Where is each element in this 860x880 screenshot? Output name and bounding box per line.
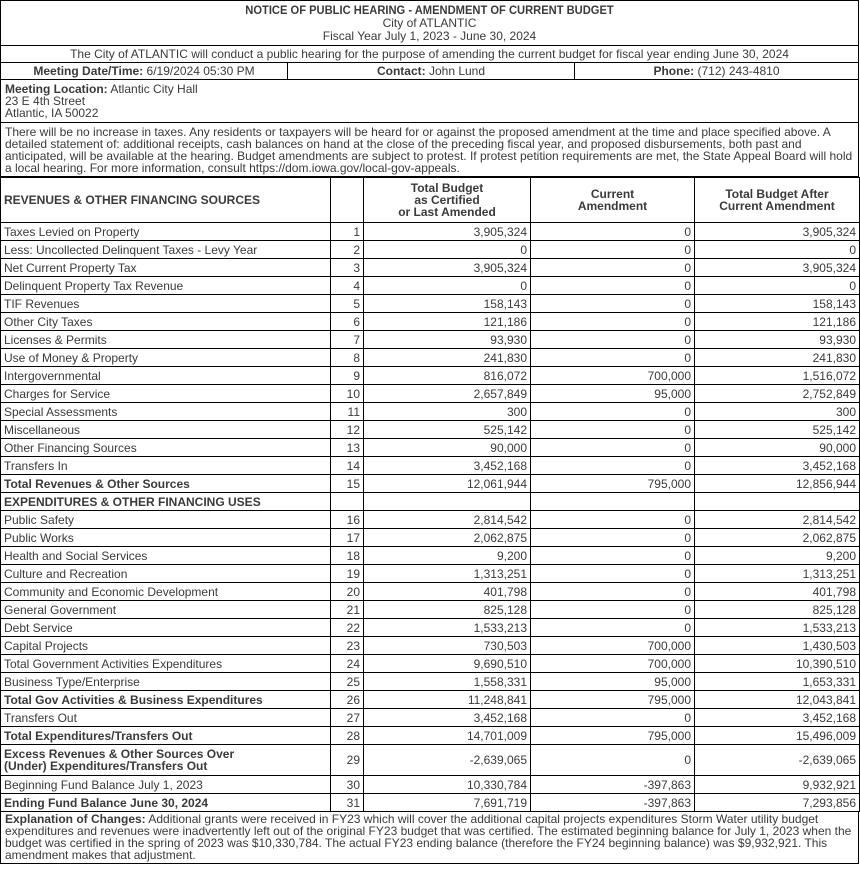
row-amendment: 700,000 [531,367,695,385]
row-after: 2,752,849 [695,385,860,403]
row-amendment: 0 [531,223,695,241]
table-row [1,223,860,241]
row-certified: 730,503 [364,637,531,655]
row-after: 3,905,324 [695,259,860,277]
row-line-number: 31 [331,794,364,812]
table-row [1,619,860,637]
table-row [1,776,860,794]
row-label: Community and Economic Development [1,583,331,601]
row-after: 12,043,841 [695,691,860,709]
row-certified: 93,930 [364,331,531,349]
table-row [1,547,860,565]
row-line-number: 22 [331,619,364,637]
row-amendment: 0 [531,601,695,619]
row-line-number: 15 [331,475,364,493]
table-row [1,349,860,367]
row-certified: 2,062,875 [364,529,531,547]
row-label: Delinquent Property Tax Revenue [1,277,331,295]
row-label: Public Safety [1,511,331,529]
contact-value: John Lund [428,64,486,78]
row-certified: 90,000 [364,439,531,457]
notice-title: NOTICE OF PUBLIC HEARING - AMENDMENT OF CURRENT BUDGET [245,3,614,17]
explanation-text: Additional grants were received in FY23 which will cover the additional capital projects expenditures Storm Water utility budget expenditures and revenues were inadvertently left out of the original FY23 budget that was certified. The estimated beginning balance for July 1, 2023 when the budget was certified in the spring of 2023 was $10,330,784. The actual FY23 ending balance (therefore the FY24 beginning balance) was $9,932,921. This amendment makes that adjustment. [5,812,852,862]
row-amendment: 0 [531,295,695,313]
row-after: 121,186 [695,313,860,331]
row-certified: 1,533,213 [364,619,531,637]
row-after: 12,856,944 [695,475,860,493]
row-line-number: 9 [331,367,364,385]
row-amendment: 795,000 [531,475,695,493]
table-row [1,794,860,812]
row-certified: 3,905,324 [364,223,531,241]
row-certified: 7,691,719 [364,794,531,812]
row-after: 9,200 [695,547,860,565]
row-line-number: 28 [331,727,364,745]
row-certified: -2,639,065 [364,745,531,776]
row-after: 1,516,072 [695,367,860,385]
row-amendment: -397,863 [531,794,695,812]
row-certified: 1,558,331 [364,673,531,691]
row-line-number: 13 [331,439,364,457]
expenditures-body [1,511,860,745]
row-label: Total Expenditures/Transfers Out [1,727,331,745]
meeting-phone [575,63,858,79]
location-name: Atlantic City Hall [110,82,198,96]
row-line-number: 10 [331,385,364,403]
meeting-datetime [1,63,288,79]
row-amendment: 0 [531,439,695,457]
row-label: Charges for Service [1,385,331,403]
row-label: Total Gov Activities & Business Expenditures [1,691,331,709]
row-amendment: 0 [531,745,695,776]
row-certified: 12,061,944 [364,475,531,493]
row-amendment: 700,000 [531,637,695,655]
row-amendment: 0 [531,331,695,349]
table-row [1,565,860,583]
row-after: 10,390,510 [695,655,860,673]
row-amendment: 0 [531,565,695,583]
explanation-label: Explanation of Changes: [5,812,146,826]
table-row [1,709,860,727]
meeting-datetime-value: 6/19/2024 05:30 PM [146,64,255,78]
row-after: 93,930 [695,331,860,349]
row-line-number: 1 [331,223,364,241]
contact-label: Contact: [376,64,426,78]
row-after: 2,814,542 [695,511,860,529]
row-line-number: 14 [331,457,364,475]
row-amendment: 0 [531,511,695,529]
row-label: Taxes Levied on Property [1,223,331,241]
budget-after-amendment-header: Total Budget After Current Amendment [695,178,860,223]
row-label: Public Works [1,529,331,547]
row-line-number: 21 [331,601,364,619]
row-after: 3,452,168 [695,457,860,475]
row-line-number: 19 [331,565,364,583]
table-row [1,637,860,655]
row-line-number: 20 [331,583,364,601]
row-certified: 1,313,251 [364,565,531,583]
row-line-number: 6 [331,313,364,331]
row-label: Ending Fund Balance June 30, 2024 [1,794,331,812]
notice-paragraph: There will be no increase in taxes. Any residents or taxpayers will be heard for or against the proposed amendment at the time and place specified above. A detailed statement of: additional receipts, cash balances on hand at the close of the preceding fiscal year, and proposed disbursements, both past and anticipated, will be available at the hearing. Budget amendments are subject to protest. If protest petition requirements are met, the State Appeal Board will hold a local hearing. For more information, consult https://dom.iowa.gov/local-gov-appeals. [0,123,859,177]
expenditures-section [1,493,860,511]
row-certified: 241,830 [364,349,531,367]
row-line-number: 16 [331,511,364,529]
row-label: Total Revenues & Other Sources [1,475,331,493]
row-label: Other City Taxes [1,313,331,331]
row-label: Culture and Recreation [1,565,331,583]
city-name: City of ATLANTIC [382,16,477,30]
row-after: 1,653,331 [695,673,860,691]
row-line-number: 2 [331,241,364,259]
row-label: Total Government Activities Expenditures [1,655,331,673]
row-amendment: 0 [531,259,695,277]
row-label: Business Type/Enterprise [1,673,331,691]
row-after: 1,430,503 [695,637,860,655]
row-certified: 0 [364,241,531,259]
meeting-location [0,80,859,123]
table-row [1,673,860,691]
row-amendment: 0 [531,457,695,475]
row-after: 1,313,251 [695,565,860,583]
row-amendment: 795,000 [531,727,695,745]
row-certified: 9,690,510 [364,655,531,673]
revenues-section-header: REVENUES & OTHER FINANCING SOURCES [1,178,331,223]
row-line-number: 12 [331,421,364,439]
table-row [1,583,860,601]
row-certified: 10,330,784 [364,776,531,794]
current-amendment-header: Current Amendment [531,178,695,223]
row-certified: 300 [364,403,531,421]
row-amendment: -397,863 [531,776,695,794]
row-line-number: 27 [331,709,364,727]
row-certified: 9,200 [364,547,531,565]
row-label: Use of Money & Property [1,349,331,367]
row-line-number: 5 [331,295,364,313]
row-label: Intergovernmental [1,367,331,385]
row-line-number: 24 [331,655,364,673]
row-label: Excess Revenues & Other Sources Over (Under) Expenditures/Transfers Out [1,745,331,776]
row-amendment: 0 [531,529,695,547]
row-amendment: 0 [531,619,695,637]
row-amendment: 0 [531,421,695,439]
row-line-number: 7 [331,331,364,349]
row-after: 3,905,324 [695,223,860,241]
row-after: 825,128 [695,601,860,619]
table-row [1,439,860,457]
row-after: 3,452,168 [695,709,860,727]
row-amendment: 0 [531,313,695,331]
row-certified: 14,701,009 [364,727,531,745]
row-after: 158,143 [695,295,860,313]
row-after: 2,062,875 [695,529,860,547]
row-after: 90,000 [695,439,860,457]
expenditures-section-row [1,493,860,511]
row-label: Debt Service [1,619,331,637]
row-certified: 3,452,168 [364,457,531,475]
row-label: Special Assessments [1,403,331,421]
table-row [1,277,860,295]
row-after: 525,142 [695,421,860,439]
row-certified: 158,143 [364,295,531,313]
row-label: Transfers In [1,457,331,475]
row-after: 300 [695,403,860,421]
row-amendment: 0 [531,583,695,601]
row-after: 7,293,856 [695,794,860,812]
row-label: Transfers Out [1,709,331,727]
table-row [1,241,860,259]
table-row [1,367,860,385]
row-certified: 0 [364,277,531,295]
row-line-number: 11 [331,403,364,421]
row-amendment: 0 [531,241,695,259]
row-label: TIF Revenues [1,295,331,313]
row-certified: 825,128 [364,601,531,619]
row-certified: 2,657,849 [364,385,531,403]
hearing-statement: The City of ATLANTIC will conduct a public hearing for the purpose of amending the current budget for fiscal year ending June 30, 2024 [0,46,859,63]
line-number-header [331,178,364,223]
table-row [1,691,860,709]
row-after: 1,533,213 [695,619,860,637]
row-line-number: 17 [331,529,364,547]
row-label: Other Financing Sources [1,439,331,457]
row-label: Health and Social Services [1,547,331,565]
excess-section [1,745,860,776]
location-city: Atlantic, IA 50022 [5,106,99,120]
row-amendment: 0 [531,349,695,367]
row-after: 15,496,009 [695,727,860,745]
row-line-number: 23 [331,637,364,655]
row-amendment: 0 [531,403,695,421]
row-line-number: 18 [331,547,364,565]
table-row [1,727,860,745]
expenditures-section-header: EXPENDITURES & OTHER FINANCING USES [1,493,331,511]
row-label: Less: Uncollected Delinquent Taxes - Levy Year [1,241,331,259]
table-row [1,403,860,421]
fiscal-year: Fiscal Year July 1, 2023 - June 30, 2024 [322,29,537,43]
row-line-number: 29 [331,745,364,776]
phone-label: Phone: [653,64,695,78]
row-after: 241,830 [695,349,860,367]
row-line-number: 30 [331,776,364,794]
row-line-number: 26 [331,691,364,709]
row-amendment: 700,000 [531,655,695,673]
row-after: -2,639,065 [695,745,860,776]
budget-table [0,177,860,812]
row-after: 401,798 [695,583,860,601]
table-header-row [1,178,860,223]
row-amendment: 0 [531,547,695,565]
row-certified: 3,452,168 [364,709,531,727]
phone-value: (712) 243-4810 [697,64,780,78]
certified-budget-header: Total Budget as Certified or Last Amended [364,178,531,223]
row-certified: 3,905,324 [364,259,531,277]
fund-balance-body [1,776,860,812]
table-row [1,655,860,673]
row-certified: 121,186 [364,313,531,331]
row-label: Licenses & Permits [1,331,331,349]
row-line-number: 25 [331,673,364,691]
row-label: Net Current Property Tax [1,259,331,277]
explanation-of-changes [0,812,859,864]
row-certified: 525,142 [364,421,531,439]
table-row [1,529,860,547]
table-row [1,601,860,619]
table-row [1,259,860,277]
meeting-datetime-label: Meeting Date/Time: [33,64,144,78]
location-street: 23 E 4th Street [5,94,86,108]
notice-header [0,0,859,46]
row-label: Miscellaneous [1,421,331,439]
table-row-excess [1,745,860,776]
row-after: 0 [695,277,860,295]
row-amendment: 95,000 [531,673,695,691]
table-row [1,313,860,331]
row-line-number: 4 [331,277,364,295]
table-row [1,331,860,349]
row-amendment: 0 [531,277,695,295]
meeting-info-row [0,63,859,80]
row-certified: 816,072 [364,367,531,385]
row-label: Capital Projects [1,637,331,655]
table-row [1,295,860,313]
row-amendment: 95,000 [531,385,695,403]
revenues-body [1,223,860,493]
row-amendment: 0 [531,709,695,727]
table-row [1,475,860,493]
table-row [1,511,860,529]
row-after: 0 [695,241,860,259]
table-row [1,385,860,403]
table-row [1,421,860,439]
row-label: General Government [1,601,331,619]
row-after: 9,932,921 [695,776,860,794]
row-certified: 2,814,542 [364,511,531,529]
table-row [1,457,860,475]
row-label: Beginning Fund Balance July 1, 2023 [1,776,331,794]
row-certified: 11,248,841 [364,691,531,709]
location-label: Meeting Location: [5,82,108,96]
row-line-number: 3 [331,259,364,277]
row-amendment: 795,000 [531,691,695,709]
row-certified: 401,798 [364,583,531,601]
meeting-contact [288,63,575,79]
row-line-number: 8 [331,349,364,367]
